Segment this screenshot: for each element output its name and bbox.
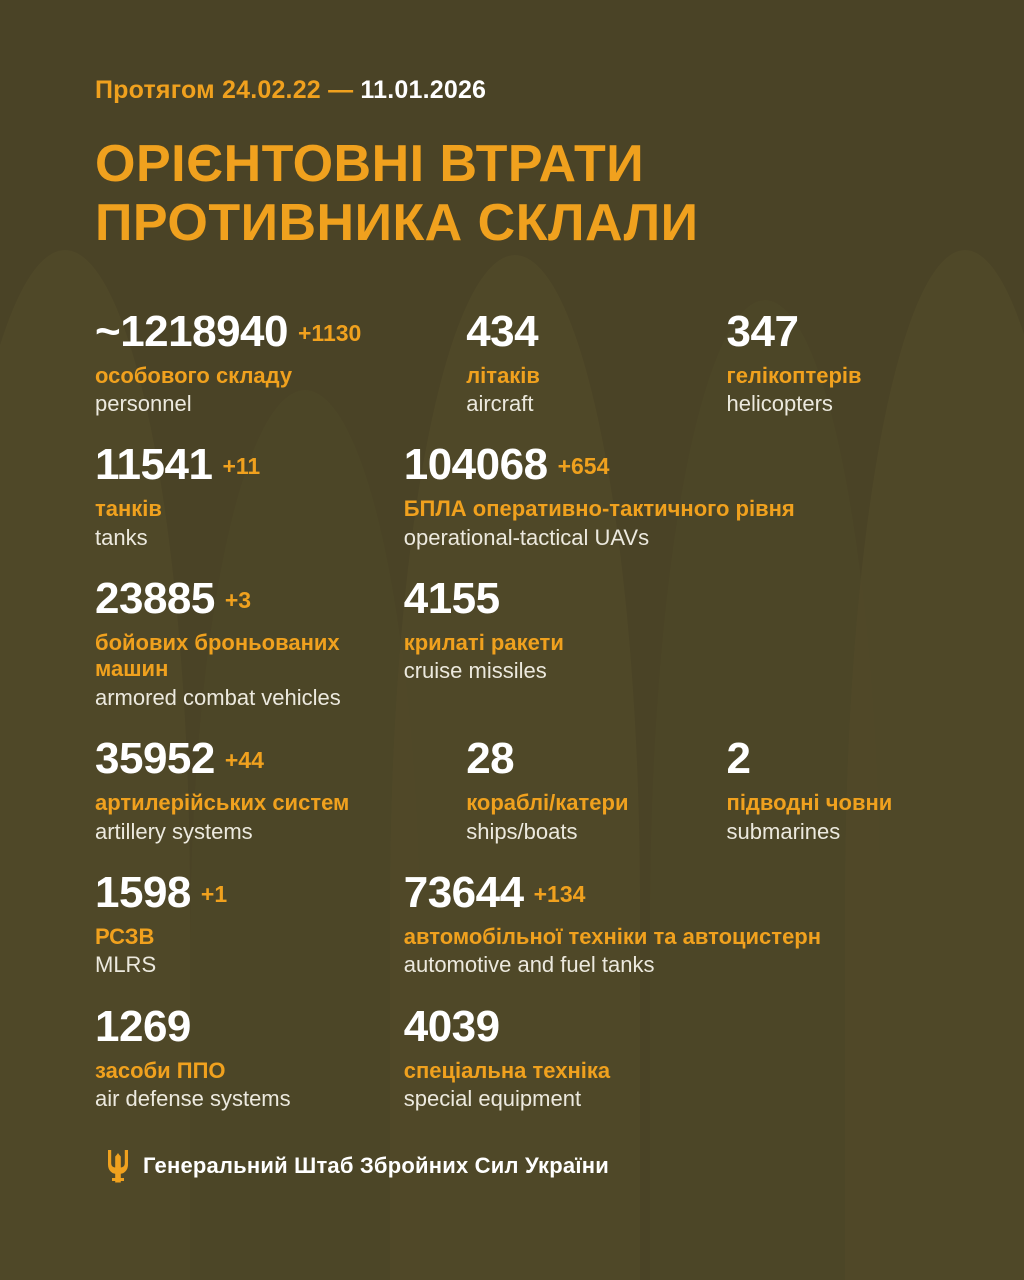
- stat-value: 73644: [403, 868, 524, 918]
- stat-air-defense: [95, 1001, 404, 1113]
- stat-label-en: aircraft: [466, 390, 534, 416]
- stat-value: 2: [726, 734, 751, 784]
- stat-label-ua: спеціальна техніка: [403, 1057, 611, 1083]
- stat-row: [95, 868, 929, 979]
- footer-text: Генеральний Штаб Збройних Сил України: [143, 1152, 609, 1178]
- stat-label-ua: бойових броньованих машин: [95, 630, 340, 682]
- stat-value: 23885: [95, 574, 215, 624]
- stat-label-ua: підводні човни: [726, 790, 893, 816]
- stat-row: [95, 574, 929, 711]
- stat-value: 434: [466, 306, 539, 356]
- stat-label-ua: РСЗВ: [95, 924, 155, 950]
- stat-value: 4039: [403, 1001, 500, 1051]
- stat-helicopters: [726, 306, 929, 418]
- stat-label-en: automotive and fuel tanks: [403, 952, 655, 978]
- period-start: Протягом 24.02.22: [95, 76, 321, 104]
- stat-value: 1269: [95, 1001, 191, 1051]
- stat-label-ua: засоби ППО: [95, 1057, 226, 1083]
- stat-automotive: [403, 868, 929, 979]
- stat-delta: +3: [224, 587, 252, 614]
- stat-label-ua: артилерійських систем: [95, 790, 350, 816]
- period-line: [95, 0, 929, 105]
- stat-ships: [466, 734, 726, 845]
- stat-delta: +654: [557, 453, 610, 480]
- stat-value: 104068: [403, 440, 548, 490]
- stat-label-en: tanks: [95, 524, 148, 550]
- stat-value: 4155: [403, 574, 500, 624]
- stat-value: ~1218940: [95, 306, 288, 356]
- stat-value: 28: [466, 734, 515, 784]
- trident-icon: [107, 1149, 129, 1183]
- footer: [95, 1149, 929, 1183]
- stat-row: [95, 440, 929, 551]
- stat-value: 347: [726, 306, 799, 356]
- period-end: 11.01.2026: [360, 76, 487, 104]
- stat-tanks: [95, 440, 404, 551]
- stat-label-en: artillery systems: [95, 818, 253, 844]
- title-line-1: ОРІЄНТОВНІ ВТРАТИ: [95, 135, 645, 193]
- stat-aircraft: [466, 306, 726, 418]
- stat-label-en: operational-tactical UAVs: [403, 524, 650, 550]
- stat-armored-vehicles: [95, 574, 404, 711]
- stat-label-en: cruise missiles: [403, 658, 547, 684]
- stat-submarines: [726, 734, 929, 845]
- stat-personnel: [95, 306, 466, 418]
- losses-stats: [95, 306, 929, 1113]
- stat-label-ua: літаків: [466, 362, 540, 388]
- stat-delta: +134: [533, 881, 586, 908]
- stat-cruise-missiles: [403, 574, 929, 685]
- stat-label-ua: кораблі/катери: [466, 790, 629, 816]
- stat-value: 35952: [95, 734, 215, 784]
- stat-row: [95, 306, 929, 418]
- title-line-2: ПРОТИВНИКА СКЛАЛИ: [95, 194, 699, 253]
- stat-label-ua: крилаті ракети: [403, 630, 564, 656]
- stat-row: [95, 734, 929, 845]
- stat-delta: +1: [200, 881, 228, 908]
- stat-label-en: helicopters: [726, 390, 833, 416]
- stat-row: [95, 1001, 929, 1113]
- stat-label-en: air defense systems: [95, 1086, 291, 1112]
- stat-label-en: personnel: [95, 390, 192, 416]
- stat-label-ua: танків: [95, 496, 162, 522]
- stat-artillery: [95, 734, 466, 845]
- stat-label-ua: БПЛА оперативно-тактичного рівня: [403, 496, 795, 522]
- stat-delta: +1130: [298, 319, 362, 346]
- stat-value: 11541: [95, 440, 213, 490]
- period-dash: —: [328, 76, 354, 104]
- stat-mlrs: [95, 868, 404, 979]
- stat-label-en: submarines: [726, 818, 841, 844]
- stat-label-en: MLRS: [95, 952, 157, 978]
- stat-special-equipment: [403, 1001, 929, 1113]
- stat-value: 1598: [95, 868, 191, 918]
- stat-label-en: ships/boats: [466, 818, 578, 844]
- stat-uavs: [403, 440, 929, 551]
- stat-label-ua: автомобільної техніки та автоцистерн: [403, 924, 822, 950]
- page-title: [95, 135, 929, 254]
- stat-label-en: special equipment: [403, 1086, 582, 1112]
- stat-label-ua: особового складу: [95, 362, 293, 388]
- stat-delta: +11: [222, 453, 261, 480]
- stat-label-en: armored combat vehicles: [95, 684, 341, 710]
- stat-delta: +44: [224, 747, 264, 774]
- stat-label-ua: гелікоптерів: [726, 362, 862, 388]
